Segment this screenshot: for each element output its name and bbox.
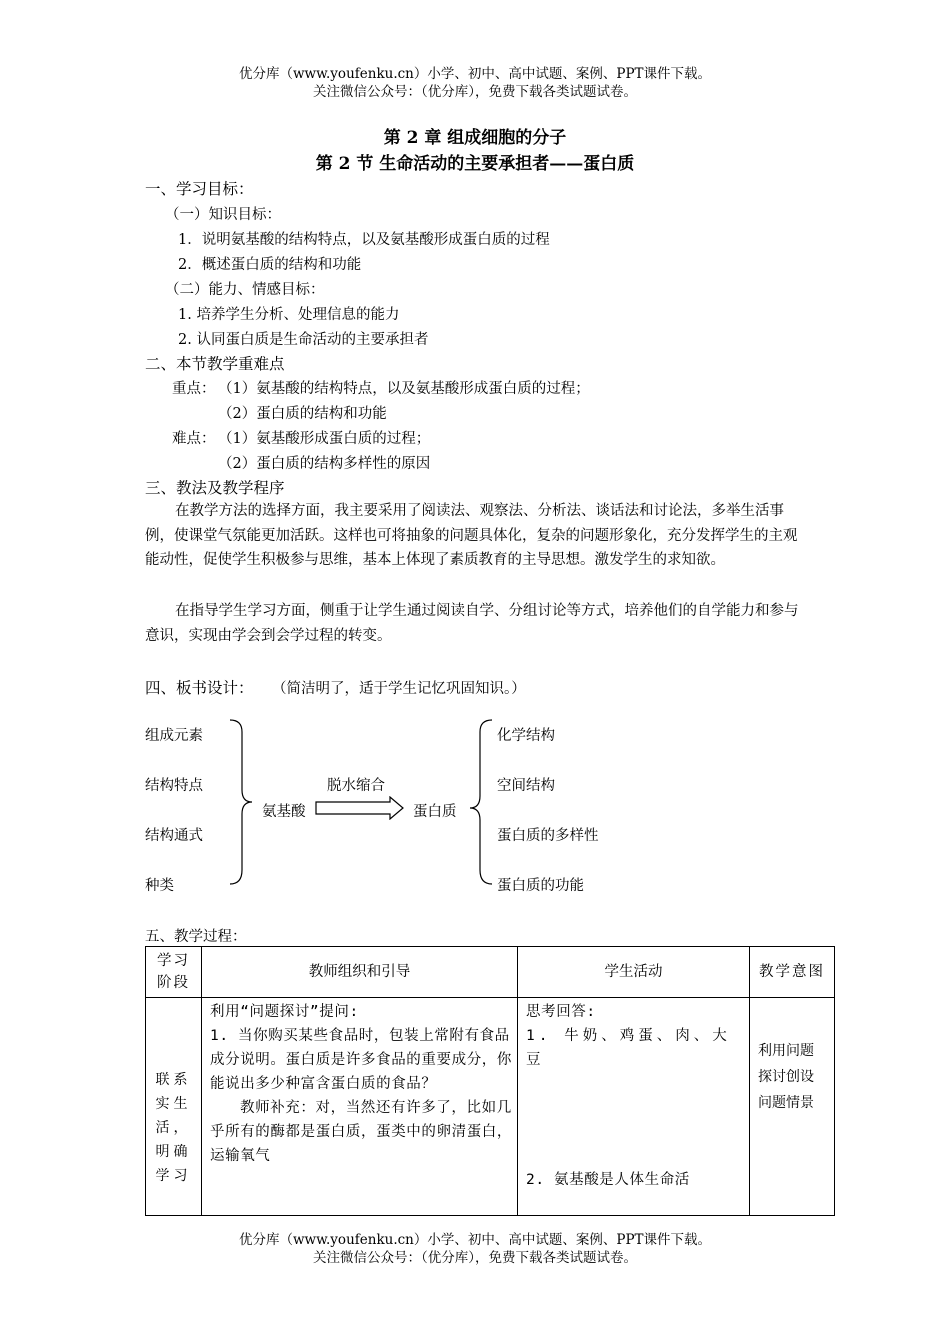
ability-goal-2: 2. 认同蛋白质是生命活动的主要承担者 bbox=[178, 332, 429, 348]
method-paragraph: 在教学方法的选择方面，我主要采用了阅读法、观察法、分析法、谈话法和讨论法，多举生活事例，使课堂气氛能更加活跃。这样也可将抽象的问题具体化，复杂的问题形象化，充分发挥学生的主观能动性，促使学生积极参与思维，基本上体现了素质教育的主导思想。激发学生的求知欲。 bbox=[145, 503, 798, 568]
teacher-supplement: 教师补充：对，当然还有许多了，比如几乎所有的酶都是蛋白质，蛋类中的卵清蛋白，运输氧气 bbox=[210, 1100, 512, 1164]
left-brace bbox=[226, 718, 256, 888]
student-cell bbox=[518, 998, 750, 1216]
right-brace bbox=[466, 718, 496, 888]
teacher-question-intro: 利用“问题探讨”提问: bbox=[210, 1004, 359, 1020]
col-header-student: 学生活动 bbox=[518, 947, 750, 998]
key-label: 重点： bbox=[172, 381, 216, 397]
footer-line-1: 优分库（www.youfenku.cn）小学、初中、高中试题、案例、PPT课件下载。 bbox=[238, 1232, 712, 1248]
stage-cell: 联系实生活，明确学习 bbox=[146, 998, 202, 1216]
intent-cell: 利用问题探讨创设问题情景 bbox=[750, 998, 835, 1216]
board-note: （简洁明了，适于学生记忆巩固知识。） bbox=[272, 681, 526, 697]
double-arrow bbox=[314, 796, 406, 820]
board-left-item: 结构特点 bbox=[145, 778, 203, 794]
ability-goal-1: 1. 培养学生分析、处理信息的能力 bbox=[178, 307, 400, 323]
student-intro: 思考回答: bbox=[526, 1004, 596, 1020]
board-left-item: 种类 bbox=[145, 878, 174, 894]
s3-heading: 三、教法及教学程序 bbox=[145, 479, 285, 497]
chapter-title: 第 2 章 组成细胞的分子 bbox=[383, 128, 567, 148]
knowledge-goal-label: （一）知识目标： bbox=[165, 207, 281, 223]
section-title: 第 2 节 生命活动的主要承担者——蛋白质 bbox=[315, 154, 635, 174]
footer-line-2: 关注微信公众号：（优分库），免费下载各类试题试卷。 bbox=[313, 1250, 637, 1266]
table-row bbox=[146, 998, 835, 1216]
amino-acid-label: 氨基酸 bbox=[262, 804, 306, 820]
board-right-item: 空间结构 bbox=[497, 778, 555, 794]
teacher-question-1: 1. 当你购买某些食品时，包装上常附有食品成分说明。蛋白质是许多食品的重要成分，你能说出多少种富含蛋白质的食品？ bbox=[210, 1028, 512, 1092]
header-line-1: 优分库（www.youfenku.cn）小学、初中、高中试题、案例、PPT课件下载。 bbox=[238, 66, 712, 82]
student-answer-2: 2. 氨基酸是人体生命活 bbox=[526, 1172, 690, 1188]
board-right-item: 化学结构 bbox=[497, 728, 555, 744]
ability-goal-label: （二）能力、情感目标： bbox=[165, 282, 325, 298]
s2-heading: 二、本节教学重难点 bbox=[145, 355, 285, 373]
knowledge-goal-2: 2．概述蛋白质的结构和功能 bbox=[178, 257, 362, 273]
col-header-intent: 教学意图 bbox=[750, 947, 835, 998]
col-header-teacher: 教师组织和引导 bbox=[202, 947, 518, 998]
hard-point-1: （1）氨基酸形成蛋白质的过程； bbox=[218, 431, 431, 447]
dehydration-label: 脱水缩合 bbox=[327, 778, 385, 794]
s5-heading: 五、教学过程： bbox=[145, 929, 247, 945]
teaching-process-table bbox=[145, 946, 835, 1216]
s4-heading: 四、板书设计： bbox=[145, 679, 254, 697]
hard-label: 难点： bbox=[172, 431, 216, 447]
key-point-2: （2）蛋白质的结构和功能 bbox=[218, 406, 387, 422]
knowledge-goal-1: 1．说明氨基酸的结构特点，以及氨基酸形成蛋白质的过程 bbox=[178, 232, 550, 248]
board-left-item: 组成元素 bbox=[145, 728, 203, 744]
header-line-2: 关注微信公众号：（优分库），免费下载各类试题试卷。 bbox=[313, 84, 637, 100]
col-header-stage: 学习阶段 bbox=[146, 947, 202, 998]
teacher-cell bbox=[202, 998, 518, 1216]
student-answer-1: 1. 牛奶、鸡蛋、肉、大豆 bbox=[526, 1028, 731, 1068]
hard-point-2: （2）蛋白质的结构多样性的原因 bbox=[218, 456, 431, 472]
guidance-paragraph: 在指导学生学习方面，侧重于让学生通过阅读自学、分组讨论等方式，培养他们的自学能力和参与意识，实现由学会到会学过程的转变。 bbox=[145, 603, 799, 644]
table-header-row bbox=[146, 947, 835, 998]
key-point-1: （1）氨基酸的结构特点，以及氨基酸形成蛋白质的过程； bbox=[218, 381, 590, 397]
board-right-item: 蛋白质的功能 bbox=[497, 878, 584, 894]
s1-heading: 一、学习目标： bbox=[145, 180, 254, 198]
protein-label: 蛋白质 bbox=[413, 804, 457, 820]
board-left-item: 结构通式 bbox=[145, 828, 203, 844]
board-right-item: 蛋白质的多样性 bbox=[497, 828, 599, 844]
